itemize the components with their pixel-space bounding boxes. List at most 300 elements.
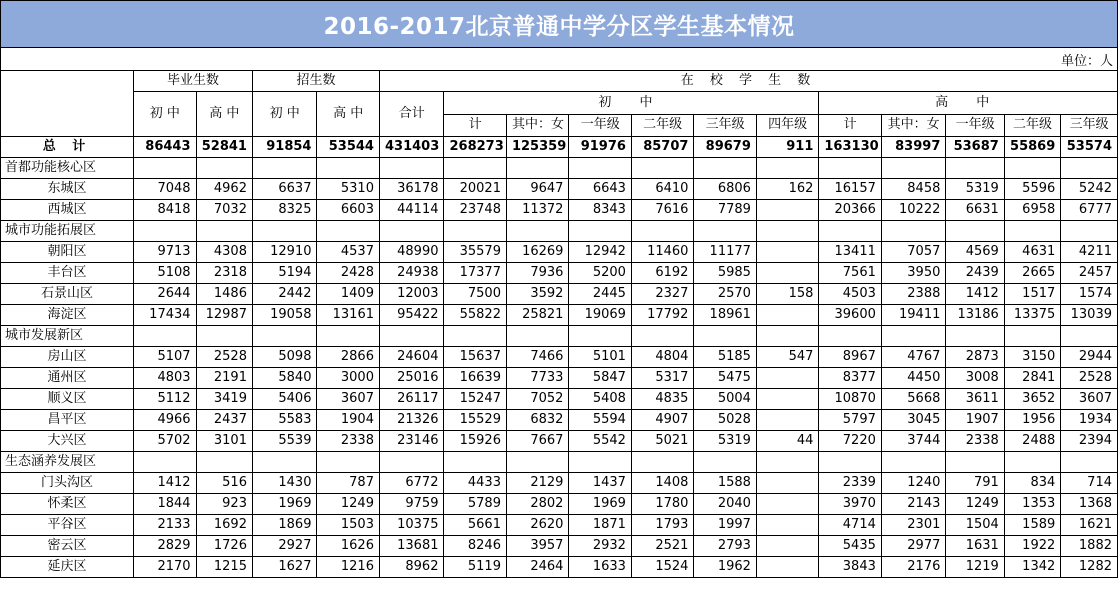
table-cell	[756, 389, 818, 410]
table-cell: 1574	[1061, 284, 1118, 305]
table-cell: 7057	[881, 242, 946, 263]
table-cell: 6603	[317, 200, 380, 221]
empty-cell	[317, 326, 380, 347]
table-cell: 2327	[631, 284, 693, 305]
table-cell: 5797	[819, 410, 881, 431]
empty-cell	[379, 326, 444, 347]
table-cell: 12910	[252, 242, 317, 263]
table-cell: 7561	[819, 263, 881, 284]
table-cell: 7220	[819, 431, 881, 452]
table-row	[1, 263, 1118, 284]
senior-subheader: 一年级	[946, 114, 1004, 137]
table-cell: 25016	[379, 368, 444, 389]
empty-cell	[1004, 452, 1060, 473]
table-cell: 5789	[444, 494, 506, 515]
table-cell	[756, 473, 818, 494]
table-cell: 2143	[881, 494, 946, 515]
table-cell: 5317	[631, 368, 693, 389]
in-school-junior-header: 初 中	[444, 92, 819, 115]
table-cell: 1486	[196, 284, 252, 305]
section-label: 生态涵养发展区	[1, 452, 134, 473]
senior-subheader: 二年级	[1004, 114, 1060, 137]
table-cell: 16157	[819, 179, 881, 200]
table-cell: 2927	[252, 536, 317, 557]
table-cell: 3970	[819, 494, 881, 515]
table-cell: 39600	[819, 305, 881, 326]
empty-cell	[819, 221, 881, 242]
table-cell: 1869	[252, 515, 317, 536]
table-cell: 5242	[1061, 179, 1118, 200]
table-cell	[756, 494, 818, 515]
table-cell: 1904	[317, 410, 380, 431]
table-cell: 6958	[1004, 200, 1060, 221]
district-label: 西城区	[1, 200, 134, 221]
table-cell: 1353	[1004, 494, 1060, 515]
table-cell: 1409	[317, 284, 380, 305]
empty-cell	[1004, 326, 1060, 347]
table-cell: 5847	[569, 368, 631, 389]
table-cell	[756, 242, 818, 263]
table-cell: 44	[756, 431, 818, 452]
table-cell: 20021	[444, 179, 506, 200]
table-cell: 3101	[196, 431, 252, 452]
table-cell: 547	[756, 347, 818, 368]
empty-cell	[317, 452, 380, 473]
table-cell: 20366	[819, 200, 881, 221]
table-cell: 6410	[631, 179, 693, 200]
table-cell: 2437	[196, 410, 252, 431]
table-cell: 5594	[569, 410, 631, 431]
empty-cell	[819, 326, 881, 347]
table-cell: 2133	[134, 515, 196, 536]
empty-cell	[196, 221, 252, 242]
table-cell: 2841	[1004, 368, 1060, 389]
table-cell: 11460	[631, 242, 693, 263]
table-cell	[756, 305, 818, 326]
table-cell: 923	[196, 494, 252, 515]
table-cell: 2528	[196, 347, 252, 368]
empty-cell	[694, 326, 756, 347]
table-cell: 5108	[134, 263, 196, 284]
total-cell: 83997	[881, 137, 946, 158]
total-cell: 53544	[317, 137, 380, 158]
table-cell: 5583	[252, 410, 317, 431]
empty-cell	[1061, 158, 1118, 179]
section-label: 城市功能拓展区	[1, 221, 134, 242]
table-cell: 1780	[631, 494, 693, 515]
empty-cell	[379, 158, 444, 179]
empty-cell	[444, 326, 506, 347]
table-cell: 5985	[694, 263, 756, 284]
table-cell: 16639	[444, 368, 506, 389]
empty-cell	[946, 158, 1004, 179]
table-cell: 7466	[506, 347, 568, 368]
empty-cell	[134, 221, 196, 242]
table-cell: 714	[1061, 473, 1118, 494]
table-cell: 5004	[694, 389, 756, 410]
table-cell: 3950	[881, 263, 946, 284]
table-cell: 4433	[444, 473, 506, 494]
unit-label: 单位：人	[1060, 53, 1113, 69]
table-cell: 7052	[506, 389, 568, 410]
table-cell: 4962	[196, 179, 252, 200]
table-cell: 4767	[881, 347, 946, 368]
table-cell: 2338	[317, 431, 380, 452]
total-cell: 91854	[252, 137, 317, 158]
table-cell: 15247	[444, 389, 506, 410]
total-cell: 86443	[134, 137, 196, 158]
table-cell: 791	[946, 473, 1004, 494]
table-cell: 1631	[946, 536, 1004, 557]
total-cell: 53574	[1061, 137, 1118, 158]
district-label: 延庆区	[1, 557, 134, 578]
empty-cell	[134, 326, 196, 347]
table-cell: 1997	[694, 515, 756, 536]
total-cell: 911	[756, 137, 818, 158]
table-cell: 8418	[134, 200, 196, 221]
table-cell: 55822	[444, 305, 506, 326]
table-cell: 1934	[1061, 410, 1118, 431]
table-cell: 2944	[1061, 347, 1118, 368]
table-cell: 3607	[317, 389, 380, 410]
table-cell: 1368	[1061, 494, 1118, 515]
table-cell: 1882	[1061, 536, 1118, 557]
table-cell: 13186	[946, 305, 1004, 326]
table-cell: 9647	[506, 179, 568, 200]
table-cell: 2170	[134, 557, 196, 578]
table-cell: 1430	[252, 473, 317, 494]
table-cell: 2191	[196, 368, 252, 389]
table-cell: 1793	[631, 515, 693, 536]
table-cell: 6631	[946, 200, 1004, 221]
table-cell: 1621	[1061, 515, 1118, 536]
table-cell: 5310	[317, 179, 380, 200]
junior-subheader: 其中：女	[506, 114, 568, 137]
table-cell: 12003	[379, 284, 444, 305]
table-cell: 2040	[694, 494, 756, 515]
table-cell: 19069	[569, 305, 631, 326]
table-cell: 8967	[819, 347, 881, 368]
table-cell: 5475	[694, 368, 756, 389]
table-cell: 4537	[317, 242, 380, 263]
table-cell: 4450	[881, 368, 946, 389]
empty-cell	[506, 158, 568, 179]
table-cell: 5435	[819, 536, 881, 557]
empty-cell	[569, 452, 631, 473]
table-row	[1, 557, 1118, 578]
table-cell: 2457	[1061, 263, 1118, 284]
table-cell: 95422	[379, 305, 444, 326]
empty-cell	[819, 452, 881, 473]
table-cell: 10870	[819, 389, 881, 410]
empty-cell	[506, 452, 568, 473]
table-cell: 8962	[379, 557, 444, 578]
empty-cell	[1061, 452, 1118, 473]
district-label: 朝阳区	[1, 242, 134, 263]
table-cell: 3652	[1004, 389, 1060, 410]
table-cell: 7048	[134, 179, 196, 200]
table-cell: 13039	[1061, 305, 1118, 326]
table-cell: 5021	[631, 431, 693, 452]
table-row	[1, 431, 1118, 452]
table-cell: 1969	[569, 494, 631, 515]
empty-cell	[569, 158, 631, 179]
table-cell: 3150	[1004, 347, 1060, 368]
table-cell: 6637	[252, 179, 317, 200]
table-cell: 1342	[1004, 557, 1060, 578]
table-cell: 6777	[1061, 200, 1118, 221]
empty-cell	[1061, 326, 1118, 347]
table-cell: 4211	[1061, 242, 1118, 263]
table-cell: 8325	[252, 200, 317, 221]
table-cell: 1844	[134, 494, 196, 515]
empty-cell	[252, 221, 317, 242]
table-cell: 3419	[196, 389, 252, 410]
table-row	[1, 368, 1118, 389]
table-cell: 1962	[694, 557, 756, 578]
section-row	[1, 221, 1118, 242]
table-cell: 4907	[631, 410, 693, 431]
table-cell: 1956	[1004, 410, 1060, 431]
table-cell: 6192	[631, 263, 693, 284]
section-label: 城市发展新区	[1, 326, 134, 347]
table-cell: 25821	[506, 305, 568, 326]
total-cell: 55869	[1004, 137, 1060, 158]
enrollment-header: 招生数	[252, 71, 379, 92]
table-cell: 3592	[506, 284, 568, 305]
senior-subheader: 三年级	[1061, 114, 1118, 137]
district-label: 丰台区	[1, 263, 134, 284]
table-cell: 2802	[506, 494, 568, 515]
table-row	[1, 473, 1118, 494]
empty-cell	[444, 221, 506, 242]
table-cell: 4503	[819, 284, 881, 305]
table-cell: 5319	[694, 431, 756, 452]
table-cell: 2301	[881, 515, 946, 536]
district-label: 通州区	[1, 368, 134, 389]
table-cell: 1907	[946, 410, 1004, 431]
empty-cell	[631, 326, 693, 347]
table-cell: 1249	[946, 494, 1004, 515]
table-cell: 11177	[694, 242, 756, 263]
table-cell: 7032	[196, 200, 252, 221]
table-row	[1, 242, 1118, 263]
table-cell: 5408	[569, 389, 631, 410]
senior-subheader: 其中：女	[881, 114, 946, 137]
table-cell: 2977	[881, 536, 946, 557]
table-cell: 23146	[379, 431, 444, 452]
table-cell: 17434	[134, 305, 196, 326]
student-stats-table	[0, 70, 1118, 578]
table-cell: 10222	[881, 200, 946, 221]
table-cell	[756, 515, 818, 536]
table-body	[1, 137, 1118, 578]
table-cell: 2488	[1004, 431, 1060, 452]
empty-cell	[252, 452, 317, 473]
total-row-label: 总 计	[1, 137, 134, 158]
table-cell	[756, 263, 818, 284]
empty-cell	[444, 452, 506, 473]
junior-subheader: 一年级	[569, 114, 631, 137]
table-cell: 19411	[881, 305, 946, 326]
table-cell: 8458	[881, 179, 946, 200]
table-cell: 3045	[881, 410, 946, 431]
empty-cell	[252, 326, 317, 347]
table-cell: 7789	[694, 200, 756, 221]
empty-cell	[694, 158, 756, 179]
section-row	[1, 158, 1118, 179]
table-cell: 2339	[819, 473, 881, 494]
table-cell: 2338	[946, 431, 1004, 452]
table-cell: 48990	[379, 242, 444, 263]
total-cell: 85707	[631, 137, 693, 158]
table-cell: 3607	[1061, 389, 1118, 410]
table-cell: 5119	[444, 557, 506, 578]
table-cell: 1588	[694, 473, 756, 494]
table-cell: 1692	[196, 515, 252, 536]
table-cell: 2176	[881, 557, 946, 578]
in-school-header: 在 校 学 生 数	[379, 71, 1117, 92]
table-cell: 15637	[444, 347, 506, 368]
table-cell: 7616	[631, 200, 693, 221]
empty-cell	[317, 221, 380, 242]
empty-cell	[506, 326, 568, 347]
table-cell: 4631	[1004, 242, 1060, 263]
table-cell: 1517	[1004, 284, 1060, 305]
table-cell: 5319	[946, 179, 1004, 200]
table-cell: 2388	[881, 284, 946, 305]
total-cell: 53687	[946, 137, 1004, 158]
graduates-junior-header: 初 中	[134, 92, 196, 137]
region-header-blank	[1, 71, 134, 137]
table-cell	[756, 200, 818, 221]
table-cell: 1282	[1061, 557, 1118, 578]
table-cell: 8377	[819, 368, 881, 389]
table-cell: 5596	[1004, 179, 1060, 200]
table-cell: 13411	[819, 242, 881, 263]
table-cell: 5098	[252, 347, 317, 368]
total-cell: 52841	[196, 137, 252, 158]
table-row	[1, 347, 1118, 368]
empty-cell	[631, 158, 693, 179]
table-cell: 2932	[569, 536, 631, 557]
senior-subheader: 计	[819, 114, 881, 137]
table-cell: 2445	[569, 284, 631, 305]
table-cell: 24604	[379, 347, 444, 368]
table-cell: 5194	[252, 263, 317, 284]
district-label: 顺义区	[1, 389, 134, 410]
empty-cell	[756, 326, 818, 347]
empty-cell	[694, 452, 756, 473]
table-cell: 3957	[506, 536, 568, 557]
empty-cell	[756, 452, 818, 473]
table-cell: 2528	[1061, 368, 1118, 389]
graduates-header: 毕业生数	[134, 71, 253, 92]
table-cell: 35579	[444, 242, 506, 263]
table-cell: 2394	[1061, 431, 1118, 452]
table-cell: 7500	[444, 284, 506, 305]
table-cell: 4966	[134, 410, 196, 431]
enrollment-junior-header: 初 中	[252, 92, 317, 137]
empty-cell	[756, 158, 818, 179]
table-cell: 1215	[196, 557, 252, 578]
table-cell: 19058	[252, 305, 317, 326]
empty-cell	[881, 452, 946, 473]
table-row	[1, 494, 1118, 515]
table-cell: 1726	[196, 536, 252, 557]
empty-cell	[946, 221, 1004, 242]
page-title: 2016-2017北京普通中学分区学生基本情况	[0, 0, 1118, 48]
district-label: 东城区	[1, 179, 134, 200]
district-label: 怀柔区	[1, 494, 134, 515]
table-cell: 2439	[946, 263, 1004, 284]
table-cell	[756, 368, 818, 389]
in-school-total-header: 合计	[379, 92, 444, 137]
empty-cell	[819, 158, 881, 179]
table-cell: 5101	[569, 347, 631, 368]
table-cell: 4803	[134, 368, 196, 389]
empty-cell	[379, 221, 444, 242]
table-cell: 5539	[252, 431, 317, 452]
table-cell: 24938	[379, 263, 444, 284]
table-cell: 7936	[506, 263, 568, 284]
total-cell: 125359	[506, 137, 568, 158]
empty-cell	[506, 221, 568, 242]
table-cell: 158	[756, 284, 818, 305]
table-cell: 1871	[569, 515, 631, 536]
empty-cell	[569, 326, 631, 347]
table-cell: 1922	[1004, 536, 1060, 557]
empty-cell	[196, 452, 252, 473]
district-label: 房山区	[1, 347, 134, 368]
empty-cell	[631, 221, 693, 242]
table-row	[1, 515, 1118, 536]
junior-subheader: 二年级	[631, 114, 693, 137]
table-cell: 1412	[946, 284, 1004, 305]
empty-cell	[694, 221, 756, 242]
table-cell: 5200	[569, 263, 631, 284]
empty-cell	[444, 158, 506, 179]
table-row	[1, 389, 1118, 410]
table-cell	[756, 557, 818, 578]
table-cell: 5107	[134, 347, 196, 368]
table-cell: 1969	[252, 494, 317, 515]
table-cell: 1626	[317, 536, 380, 557]
district-label: 门头沟区	[1, 473, 134, 494]
table-cell: 3008	[946, 368, 1004, 389]
district-label: 海淀区	[1, 305, 134, 326]
table-cell: 7667	[506, 431, 568, 452]
empty-cell	[196, 326, 252, 347]
in-school-senior-header: 高 中	[819, 92, 1118, 115]
table-cell	[756, 536, 818, 557]
empty-cell	[317, 158, 380, 179]
table-cell: 5406	[252, 389, 317, 410]
empty-cell	[196, 158, 252, 179]
table-cell: 2318	[196, 263, 252, 284]
table-cell: 3744	[881, 431, 946, 452]
total-cell: 268273	[444, 137, 506, 158]
empty-cell	[881, 221, 946, 242]
table-cell: 2428	[317, 263, 380, 284]
table-cell: 2570	[694, 284, 756, 305]
district-label: 昌平区	[1, 410, 134, 431]
table-row	[1, 200, 1118, 221]
table-cell	[756, 410, 818, 431]
empty-cell	[569, 221, 631, 242]
graduates-senior-header: 高 中	[196, 92, 252, 137]
table-cell: 787	[317, 473, 380, 494]
